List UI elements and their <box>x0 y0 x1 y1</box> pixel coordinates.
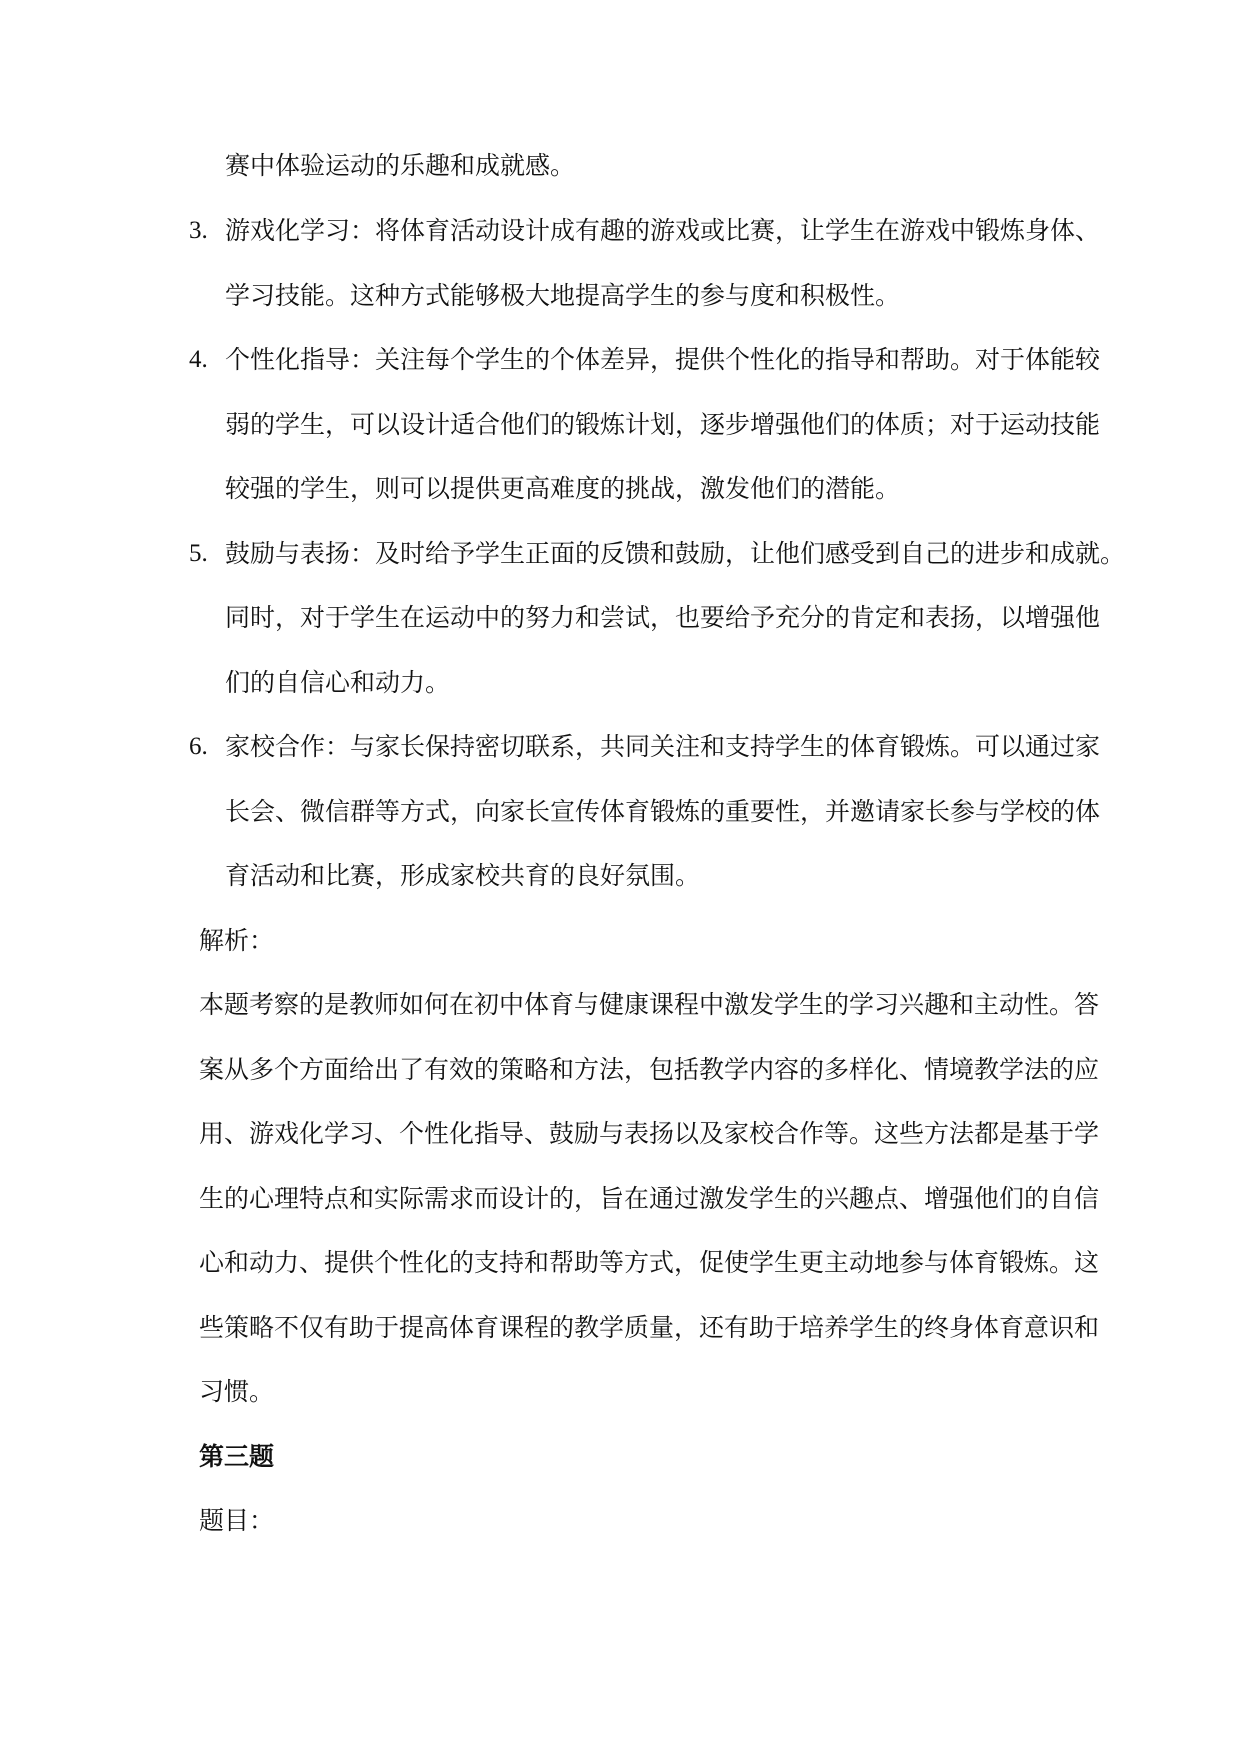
analysis-line: 些策略不仅有助于提高体育课程的教学质量，还有助于培养学生的终身体育意识和 <box>199 1313 1100 1342</box>
list-number: 5. <box>189 540 208 567</box>
list-line: 长会、微信群等方式，向家长宣传体育锻炼的重要性，并邀请家长参与学校的体 <box>225 797 1101 826</box>
list-line: 游戏化学习：将体育活动设计成有趣的游戏或比赛，让学生在游戏中锻炼身体、 <box>225 216 1101 245</box>
list-line: 较强的学生，则可以提供更高难度的挑战，激发他们的潜能。 <box>225 474 901 503</box>
list-line: 同时，对于学生在运动中的努力和尝试，也要给予充分的肯定和表扬，以增强他 <box>225 603 1101 632</box>
list-line: 个性化指导：关注每个学生的个体差异，提供个性化的指导和帮助。对于体能较 <box>225 345 1101 374</box>
analysis-line: 案从多个方面给出了有效的策略和方法，包括教学内容的多样化、情境教学法的应 <box>199 1055 1100 1084</box>
list-line: 学习技能。这种方式能够极大地提高学生的参与度和积极性。 <box>225 281 901 310</box>
continuation-line: 赛中体验运动的乐趣和成就感。 <box>225 151 576 180</box>
list-number: 4. <box>189 346 208 373</box>
list-line: 鼓励与表扬：及时给予学生正面的反馈和鼓励，让他们感受到自己的进步和成就。 <box>225 539 1126 568</box>
question-label: 题目： <box>199 1506 275 1535</box>
analysis-line: 习惯。 <box>199 1377 275 1406</box>
list-line: 们的自信心和动力。 <box>225 668 451 697</box>
section-heading: 第三题 <box>199 1442 275 1471</box>
list-number: 3. <box>189 217 208 244</box>
analysis-label: 解析： <box>199 926 275 955</box>
analysis-line: 用、游戏化学习、个性化指导、鼓励与表扬以及家校合作等。这些方法都是基于学 <box>199 1119 1100 1148</box>
list-number: 6. <box>189 733 208 760</box>
analysis-line: 心和动力、提供个性化的支持和帮助等方式，促使学生更主动地参与体育锻炼。这 <box>199 1248 1100 1277</box>
list-line: 育活动和比赛，形成家校共育的良好氛围。 <box>225 861 701 890</box>
list-line: 弱的学生，可以设计适合他们的锻炼计划，逐步增强他们的体质；对于运动技能 <box>225 410 1101 439</box>
analysis-line: 生的心理特点和实际需求而设计的，旨在通过激发学生的兴趣点、增强他们的自信 <box>199 1184 1100 1213</box>
analysis-line: 本题考察的是教师如何在初中体育与健康课程中激发学生的学习兴趣和主动性。答 <box>199 990 1100 1019</box>
list-line: 家校合作：与家长保持密切联系，共同关注和支持学生的体育锻炼。可以通过家 <box>225 732 1101 761</box>
